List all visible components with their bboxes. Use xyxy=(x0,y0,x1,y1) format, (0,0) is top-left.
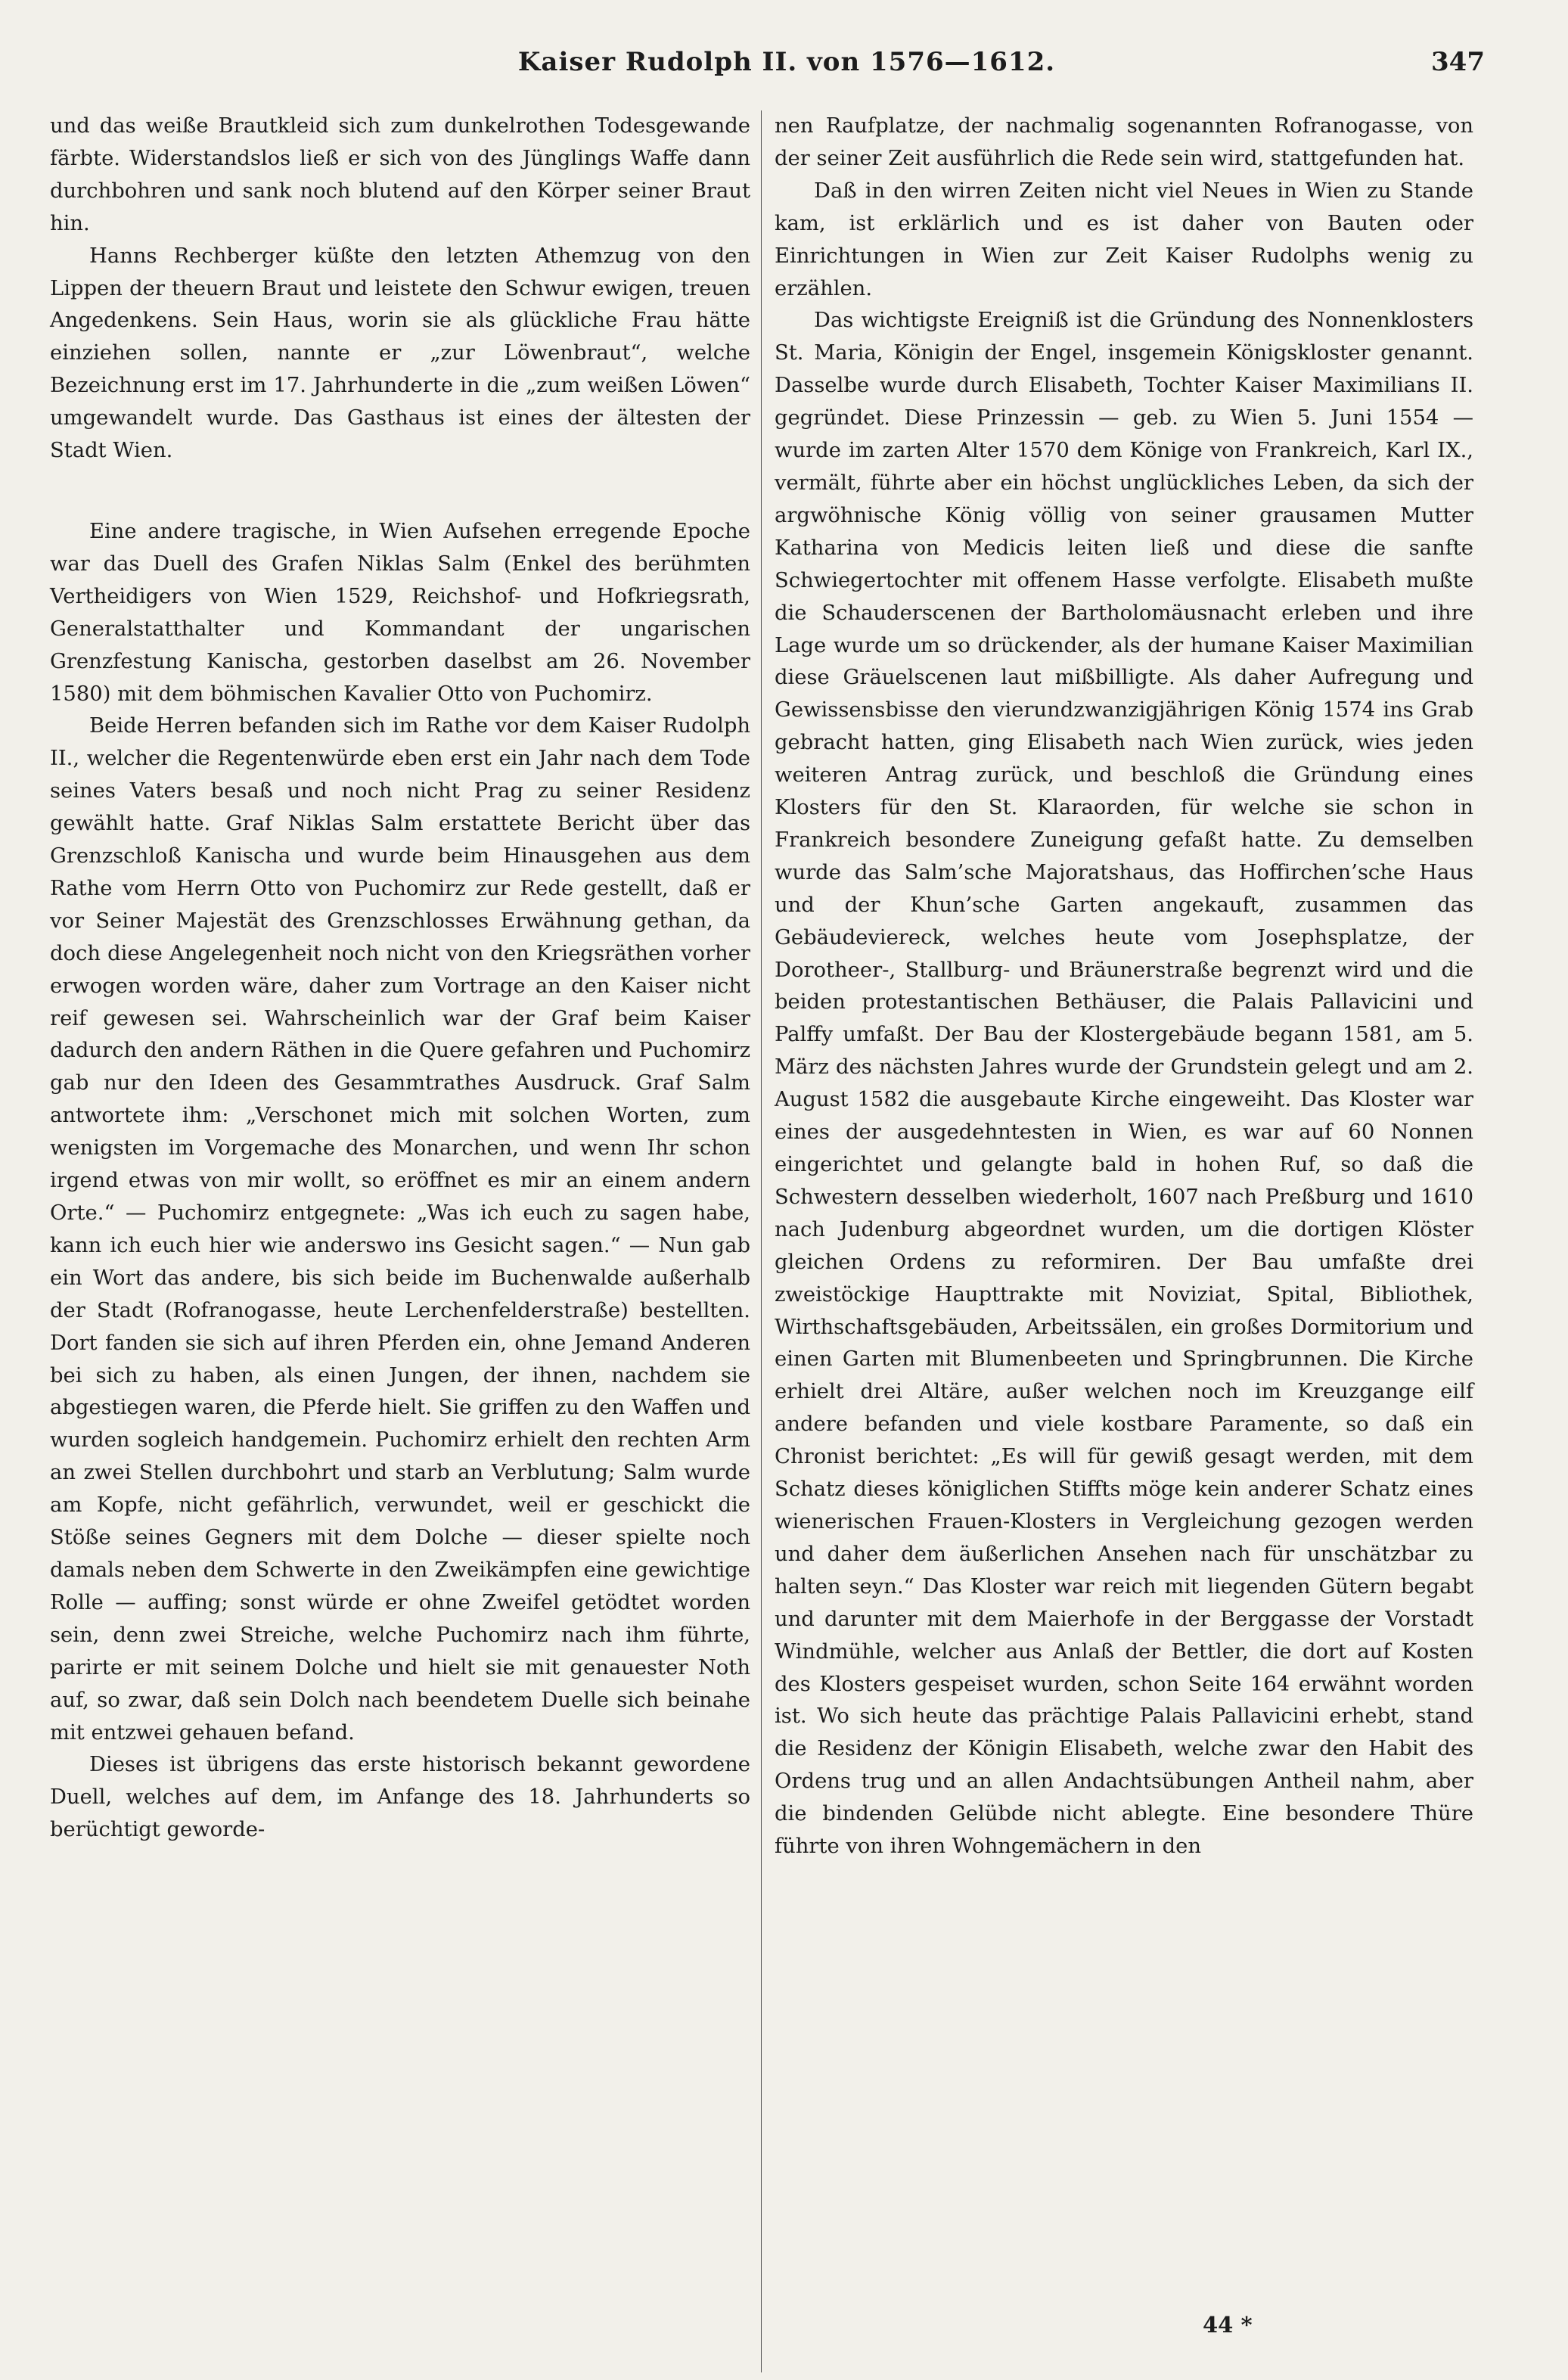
right-column xyxy=(775,110,1473,1863)
paragraph: Das wichtigste Ereigniß ist die Gründung des Nonnenklosters St. Maria, Königin der Engel, insgemein Königskloster genannt. Dasselbe wurde durch Elisabeth, Tochter Kaiser Maximilians II. gegründet. Diese Prinzessin — geb. zu Wien 5. Juni 1554 — wurde im zarten Alter 1570 dem Könige von Frankreich, Karl IX., vermält, führte aber ein höchst unglückliches Leben, da sich der argwöhnische König völlig von seiner grausamen Mutter Katharina von Medicis leiten ließ und diese die sanfte Schwiegertochter mit offenem Hasse verfolgte. Elisabeth mußte die Schauderscenen der Bartholomäusnacht erleben und ihre Lage wurde um so drückender, als der humane Kaiser Maximilian diese Gräuelscenen laut mißbilligte. Als daher Aufregung und Gewissensbisse den vierundzwanzigjährigen König 1574 ins Grab gebracht hatten, ging Elisabeth nach Wien zurück, wies jeden weiteren Antrag zurück, und beschloß die Gründung eines Klosters für den St. Klaraorden, für welche sie schon in Frankreich besondere Zuneigung gefaßt hatte. Zu demselben wurde das Salm’sche Majoratshaus, das Hoffirchen’sche Haus und der Khun’sche Garten angekauft, zusammen das Gebäudeviereck, welches heute vom Josephsplatze, der Dorotheer-, Stallburg- und Bräunerstraße begrenzt wird und die beiden protestantischen Bethäuser, die Palais Pallavicini und Palffy umfaßt. Der Bau der Klostergebäude begann 1581, am 5. März des nächsten Jahres wurde der Grundstein gelegt und am 2. August 1582 die ausgebaute Kirche eingeweiht. Das Kloster war eines der ausgedehntesten in Wien, es war auf 60 Nonnen eingerichtet und gelangte bald in hohen Ruf, so daß die Schwestern desselben wiederholt, 1607 nach Preßburg und 1610 nach Judenburg abgeordnet wurden, um die dortigen Klöster gleichen Ordens zu reformiren. Der Bau umfaßte drei zweistöckige Haupttrakte mit Noviziat, Spital, Bibliothek, Wirthschaftsgebäuden, Arbeitssälen, ein großes Dormitorium und einen Garten mit Blumenbeeten und Springbrunnen. Die Kirche erhielt drei Altäre, außer welchen noch im Kreuzgange eilf andere befanden und viele kostbare Paramente, so daß ein Chronist berichtet: „Es will für gewiß gesagt werden, mit dem Schatz dieses königlichen Stiffts möge kein anderer Schatz eines wienerischen Frauen-Klosters in Vergleichung gezogen werden und daher dem äußerlichen Ansehen nach für unschätzbar zu halten seyn.“ Das Kloster war reich mit liegenden Gütern begabt und darunter mit dem Maierhofe in der Berggasse der Vorstadt Windmühle, welcher aus Anlaß der Bettler, die dort auf Kosten des Klosters gespeiset wurden, schon Seite 164 erwähnt worden ist. Wo sich heute das prächtige Palais Pallavicini erhebt, stand die Residenz der Königin Elisabeth, welche zwar den Habit des Ordens trug und an allen Andachtsübungen Antheil nahm, aber die bindenden Gelübde nicht ablegte. Eine besondere Thüre führte von ihren Wohngemächern in den xyxy=(775,309,1473,1859)
paragraph: Eine andere tragische, in Wien Aufsehen erregende Epoche war das Duell des Grafen Niklas Salm (Enkel des berühmten Vertheidigers von Wien 1529, Reichshof- und Hofkriegsrath, Generalstatthalter und Kommandant der ungarischen Grenzfestung Kanischa, gestorben daselbst am 26. November 1580) mit dem böhmischen Kavalier Otto von Puchomirz. xyxy=(50,519,750,706)
column-divider xyxy=(761,110,762,2372)
printer-signature-mark: 44 * xyxy=(1203,2312,1253,2338)
paragraph: Dieses ist übrigens das erste historisch bekannt gewordene Duell, welches auf dem, im Anfange des 18. Jahrhunderts so berüchtigt geworde- xyxy=(50,1753,750,1842)
running-title: Kaiser Rudolph II. von 1576—1612. xyxy=(517,47,1056,77)
section-gap xyxy=(50,468,750,516)
paragraph: und das weiße Brautkleid sich zum dunkelrothen Todesgewande färbte. Widerstandslos ließ er sich von des Jünglings Waffe dann durchbohren und sank noch blutend auf den Körper seiner Braut hin. xyxy=(50,114,750,235)
page-number: 347 xyxy=(1431,47,1485,77)
paragraph: Hanns Rechberger küßte den letzten Athemzug von den Lippen der theuern Braut und leistete den Schwur ewigen, treuen Angedenkens. Sein Haus, worin sie als glückliche Frau hätte einziehen sollen, nannte er „zur Löwenbraut“, welche Bezeichnung erst im 17. Jahrhunderte in die „zum weißen Löwen“ umgewandelt wurde. Das Gasthaus ist eines der ältesten der Stadt Wien. xyxy=(50,244,750,463)
paragraph: Daß in den wirren Zeiten nicht viel Neues in Wien zu Stande kam, ist erklärlich und es ist daher von Bauten oder Einrichtungen in Wien zur Zeit Kaiser Rudolphs wenig zu erzählen. xyxy=(775,179,1473,300)
paragraph: Beide Herren befanden sich im Rathe vor dem Kaiser Rudolph II., welcher die Regentenwürde eben erst ein Jahr nach dem Tode seines Vaters besaß und noch nicht Prag zu seiner Residenz gewählt hatte. Graf Niklas Salm erstattete Bericht über das Grenzschloß Kanischa und wurde beim Hinausgehen aus dem Rathe vom Herrn Otto von Puchomirz zur Rede gestellt, daß er vor Seiner Majestät des Grenzschlosses Erwähnung gethan, da doch diese Angelegenheit noch nicht von den Kriegsräthen vorher erwogen worden wäre, daher zum Vortrage an den Kaiser nicht reif gewesen sei. Wahrscheinlich war der Graf beim Kaiser dadurch den andern Räthen in die Quere gefahren und Puchomirz gab nur den Ideen des Gesammtrathes Ausdruck. Graf Salm antwortete ihm: „Verschonet mich mit solchen Worten, zum wenigsten im Vorgemache des Monarchen, und wenn Ihr schon irgend etwas von mir wollt, so eröffnet es mir an einem andern Orte.“ — Puchomirz entgegnete: „Was ich euch zu sagen habe, kann ich euch hier wie anderswo ins Gesicht sagen.“ — Nun gab ein Wort das andere, bis sich beide im Buchenwalde außerhalb der Stadt (Rofranogasse, heute Lerchenfelderstraße) bestellten. Dort fanden sie sich auf ihren Pferden ein, ohne Jemand Anderen bei sich zu haben, als einen Jungen, der ihnen, nachdem sie abgestiegen waren, die Pferde hielt. Sie griffen zu den Waffen und wurden sogleich handgemein. Puchomirz erhielt den rechten Arm an zwei Stellen durchbohrt und starb an Verblutung; Salm wurde am Kopfe, nicht gefährlich, verwundet, weil er geschickt die Stöße seines Gegners mit dem Dolche — dieser spielte noch damals neben dem Schwerte in den Zweikämpfen eine gewichtige Rolle — auffing; sonst würde er ohne Zweifel getödtet worden sein, denn zwei Streiche, welche Puchomirz nach ihm führte, parirte er mit seinem Dolche und hielt sie mit genauester Noth auf, so zwar, daß sein Dolch nach beendetem Duelle sich beinahe mit entzwei gehauen befand. xyxy=(50,714,750,1745)
left-column xyxy=(50,110,750,1847)
paragraph: nen Raufplatze, der nachmalig sogenannten Rofranogasse, von der seiner Zeit ausführlich die Rede sein wird, stattgefunden hat. xyxy=(775,114,1473,170)
